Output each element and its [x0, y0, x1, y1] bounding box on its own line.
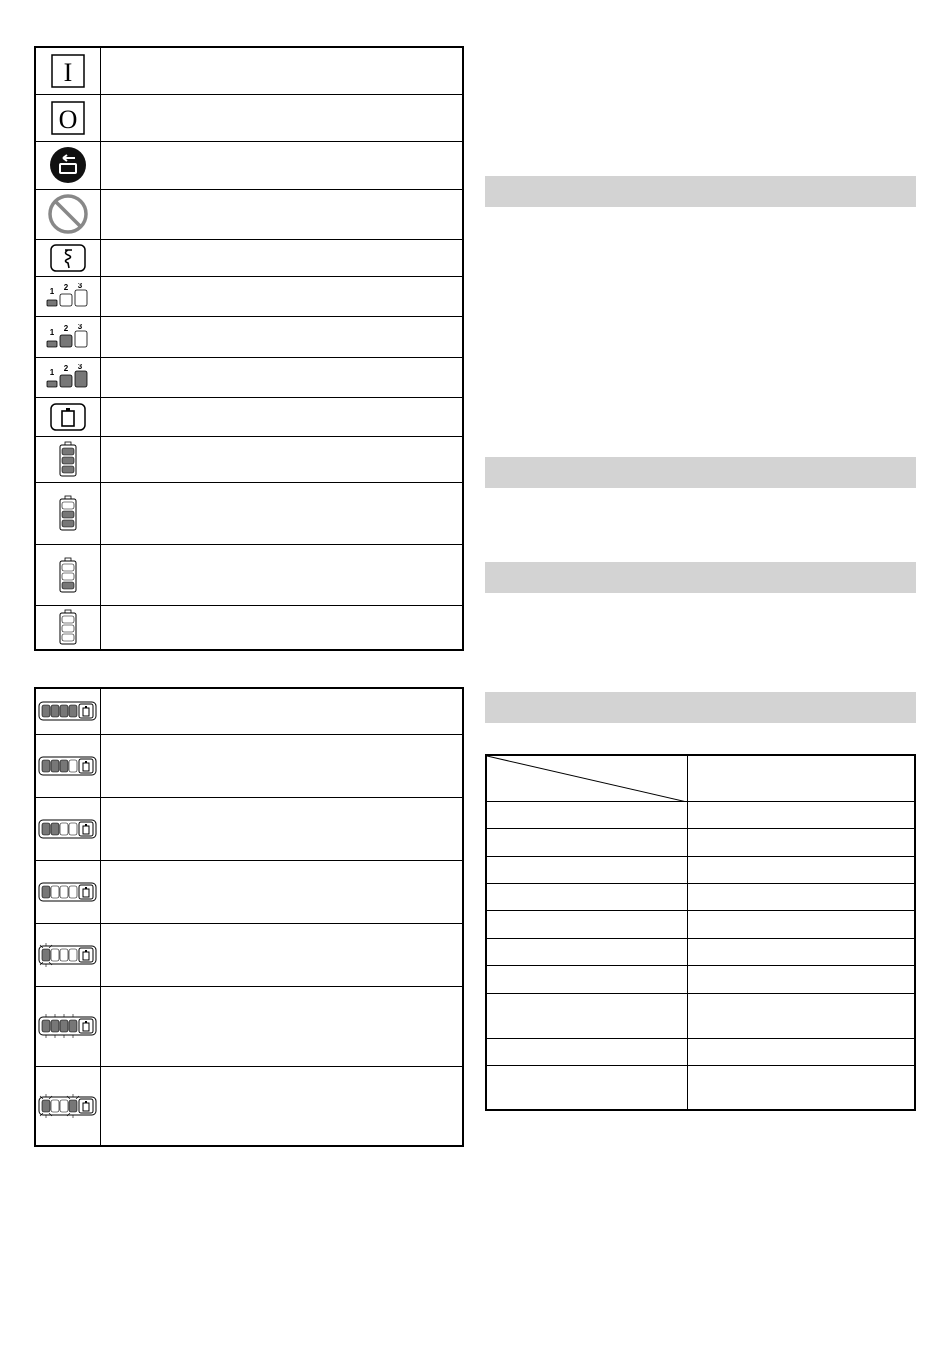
table-row [35, 436, 463, 482]
table-row [35, 482, 463, 544]
svg-text:2: 2 [63, 283, 69, 292]
table-row [35, 1066, 463, 1146]
indicator-description [101, 923, 464, 986]
diagonal-header-cell [486, 755, 688, 801]
table-row [486, 938, 915, 965]
table-row [35, 189, 463, 239]
indicator-description [101, 734, 464, 797]
table-row [35, 397, 463, 436]
table-row [35, 47, 463, 94]
charge-indicator-3-icon [38, 755, 98, 777]
battery-level-3-icon [59, 441, 77, 477]
symbol-description [101, 47, 464, 94]
symbol-description [101, 397, 464, 436]
symbol-description [101, 436, 464, 482]
indicator-description [101, 860, 464, 923]
table-row [486, 883, 915, 910]
battery-outline-icon [50, 403, 86, 431]
spec-label [486, 856, 688, 883]
spec-value [688, 1065, 916, 1110]
table-row [35, 94, 463, 141]
charge-indicator-blink-ends-icon [38, 1093, 98, 1119]
table-row [35, 797, 463, 860]
indicator-description [101, 688, 464, 734]
svg-text:1: 1 [49, 368, 55, 377]
spec-label [486, 993, 688, 1038]
table-row [35, 316, 463, 357]
battery-level-2-icon [59, 495, 77, 531]
diagonal-line [487, 756, 687, 802]
spec-value [688, 828, 916, 856]
table-row [35, 357, 463, 397]
table-row [486, 801, 915, 828]
table-row [35, 986, 463, 1066]
svg-text:1: 1 [49, 327, 55, 337]
remove-battery-icon [49, 146, 87, 184]
spec-value [688, 883, 916, 910]
table-row [35, 923, 463, 986]
section-heading-bar [485, 692, 916, 723]
symbol-description [101, 316, 464, 357]
svg-text:I: I [63, 57, 73, 87]
spec-value [688, 801, 916, 828]
spec-value [688, 965, 916, 993]
spec-value [688, 993, 916, 1038]
battery-level-0-icon [59, 609, 77, 645]
symbol-description [101, 239, 464, 276]
table-row [486, 1065, 915, 1110]
table-row [486, 856, 915, 883]
indicator-table [34, 687, 464, 1147]
speed-1-icon [46, 283, 90, 309]
table-row [35, 688, 463, 734]
switch-off-o-icon [51, 101, 85, 135]
symbol-description [101, 189, 464, 239]
spec-label [486, 965, 688, 993]
speed-2-icon [46, 324, 90, 350]
charge-indicator-blink-all-icon [38, 1013, 98, 1039]
spec-label [486, 801, 688, 828]
table-row [35, 239, 463, 276]
spec-value [688, 938, 916, 965]
svg-text:3: 3 [77, 283, 83, 290]
table-row [35, 544, 463, 605]
spec-label [486, 1065, 688, 1110]
indicator-description [101, 986, 464, 1066]
symbol-description [101, 605, 464, 650]
prohibited-icon [47, 193, 89, 235]
symbol-description [101, 544, 464, 605]
section-heading-bar [485, 562, 916, 593]
spec-value [688, 1038, 916, 1065]
indicator-description [101, 797, 464, 860]
svg-text:1: 1 [49, 287, 55, 296]
spec-value [688, 856, 916, 883]
svg-text:3: 3 [77, 364, 83, 371]
charge-indicator-1-icon [38, 881, 98, 903]
svg-text:2: 2 [63, 364, 69, 373]
speed-3-icon [46, 364, 90, 390]
table-row [486, 828, 915, 856]
battery-level-1-icon [59, 557, 77, 593]
spec-label [486, 883, 688, 910]
switch-on-i-icon [51, 54, 85, 88]
symbol-description [101, 276, 464, 316]
spec-label [486, 1038, 688, 1065]
table-header-row [486, 755, 915, 801]
symbol-description [101, 94, 464, 141]
symbols-table [34, 46, 464, 651]
table-row [486, 993, 915, 1038]
table-row [35, 734, 463, 797]
table-row [35, 860, 463, 923]
symbol-description [101, 482, 464, 544]
spec-label [486, 910, 688, 938]
svg-text:2: 2 [63, 323, 69, 333]
spec-label [486, 938, 688, 965]
table-row [486, 910, 915, 938]
charge-indicator-blink-first-icon [38, 942, 98, 968]
charge-indicator-4-icon [38, 700, 98, 722]
table-row [35, 605, 463, 650]
symbol-description [101, 141, 464, 189]
indicator-description [101, 1066, 464, 1146]
svg-text:O: O [58, 104, 78, 134]
svg-text:3: 3 [77, 323, 83, 331]
drill-mode-icon [50, 244, 86, 272]
table-row [35, 276, 463, 316]
specifications-table [485, 754, 916, 1111]
spec-label [486, 828, 688, 856]
table-row [35, 141, 463, 189]
column-header [688, 755, 916, 801]
table-row [486, 1038, 915, 1065]
table-row [486, 965, 915, 993]
symbol-description [101, 357, 464, 397]
section-heading-bar [485, 176, 916, 207]
charge-indicator-2-icon [38, 818, 98, 840]
spec-value [688, 910, 916, 938]
section-heading-bar [485, 457, 916, 488]
